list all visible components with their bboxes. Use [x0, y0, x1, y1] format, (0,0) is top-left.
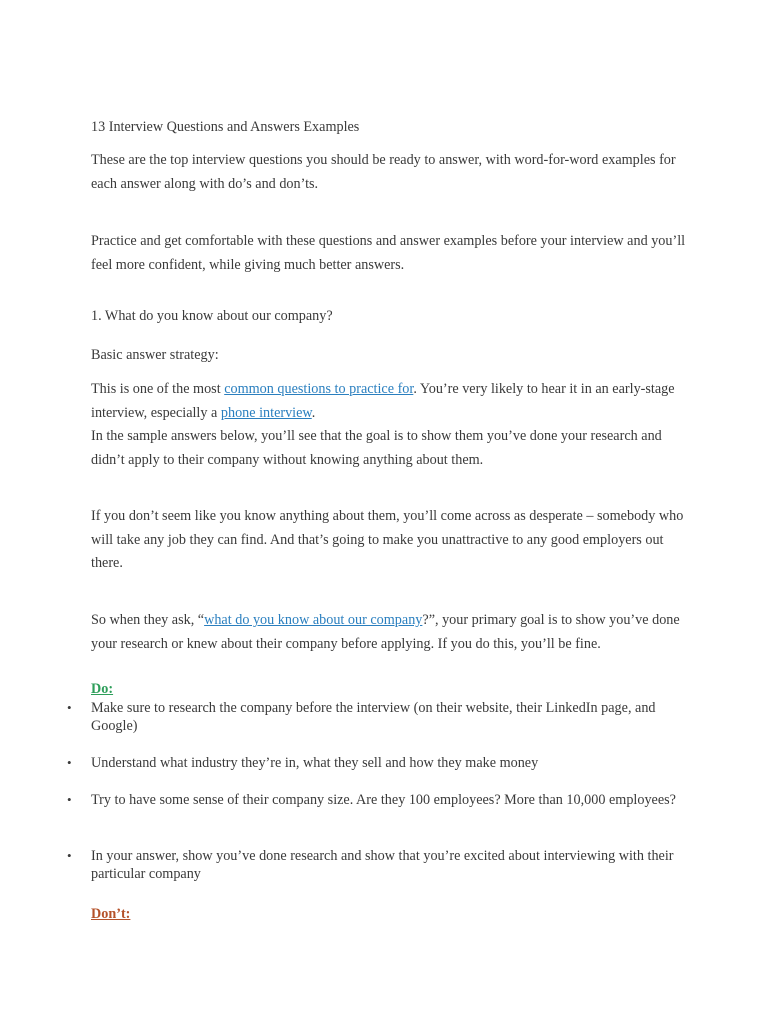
list-item	[67, 847, 691, 883]
document-title: 13 Interview Questions and Answers Examples	[91, 119, 360, 135]
phone-interview-link[interactable]: phone interview	[220, 404, 312, 421]
bullet-icon: •	[67, 700, 72, 715]
intro-paragraph-1: These are the top interview questions you should be ready to answer, with word-for-word examples for each answer along with do’s and don’ts.	[91, 152, 676, 192]
body1-text-1: This is one of the most	[91, 381, 225, 397]
strategy-heading: Basic answer strategy:	[91, 347, 219, 363]
intro-paragraph-2: Practice and get comfortable with these questions and answer examples before your interview and you’ll feel more confident, while giving much better answers.	[91, 233, 686, 273]
body-paragraph-3	[91, 609, 691, 656]
common-questions-link[interactable]: common questions to practice for	[224, 381, 414, 397]
bullet-icon: •	[67, 848, 72, 863]
body3-text-2: ?”, your primary goal is to show you’ve done your research or knew about their company before applying. If you do this, you’ll be fine.	[91, 612, 680, 652]
list-item-text: Understand what industry they’re in, what they sell and how they make money	[91, 755, 539, 771]
bullet-icon: •	[67, 755, 72, 770]
bullet-icon: •	[67, 792, 72, 807]
body3-text-1: So when they ask, “	[91, 612, 205, 628]
body1-text-4: In the sample answers below, you’ll see that the goal is to show them you’ve done your research and didn’t apply to their company without knowing anything about them.	[91, 428, 662, 468]
question-heading-1: 1. What do you know about our company?	[91, 308, 333, 324]
list-item-text: Try to have some sense of their company size. Are they 100 employees? More than 10,000 employees?	[91, 792, 676, 808]
body1-text-2: . You’re very likely to hear it in an early-stage interview, especially a	[91, 381, 675, 421]
list-item-text: In your answer, show you’ve done research and show that you’re excited about interviewing with their particular company	[91, 848, 674, 882]
list-item	[67, 699, 691, 735]
body1-text-3: .	[311, 404, 316, 421]
body-paragraph-1	[91, 378, 691, 472]
know-about-company-link[interactable]: what do you know about our company	[204, 612, 423, 628]
list-item	[67, 754, 691, 772]
dont-heading: Don’t:	[91, 906, 131, 922]
list-item	[67, 791, 691, 809]
do-heading: Do:	[91, 681, 114, 697]
body-paragraph-2: If you don’t seem like you know anything about them, you’ll come across as desperate – somebody who will take any job they can find. And that’s going to make you unattractive to any good employers out there.	[91, 508, 684, 571]
list-item-text: Make sure to research the company before the interview (on their website, their LinkedIn page, and Google)	[91, 700, 656, 734]
